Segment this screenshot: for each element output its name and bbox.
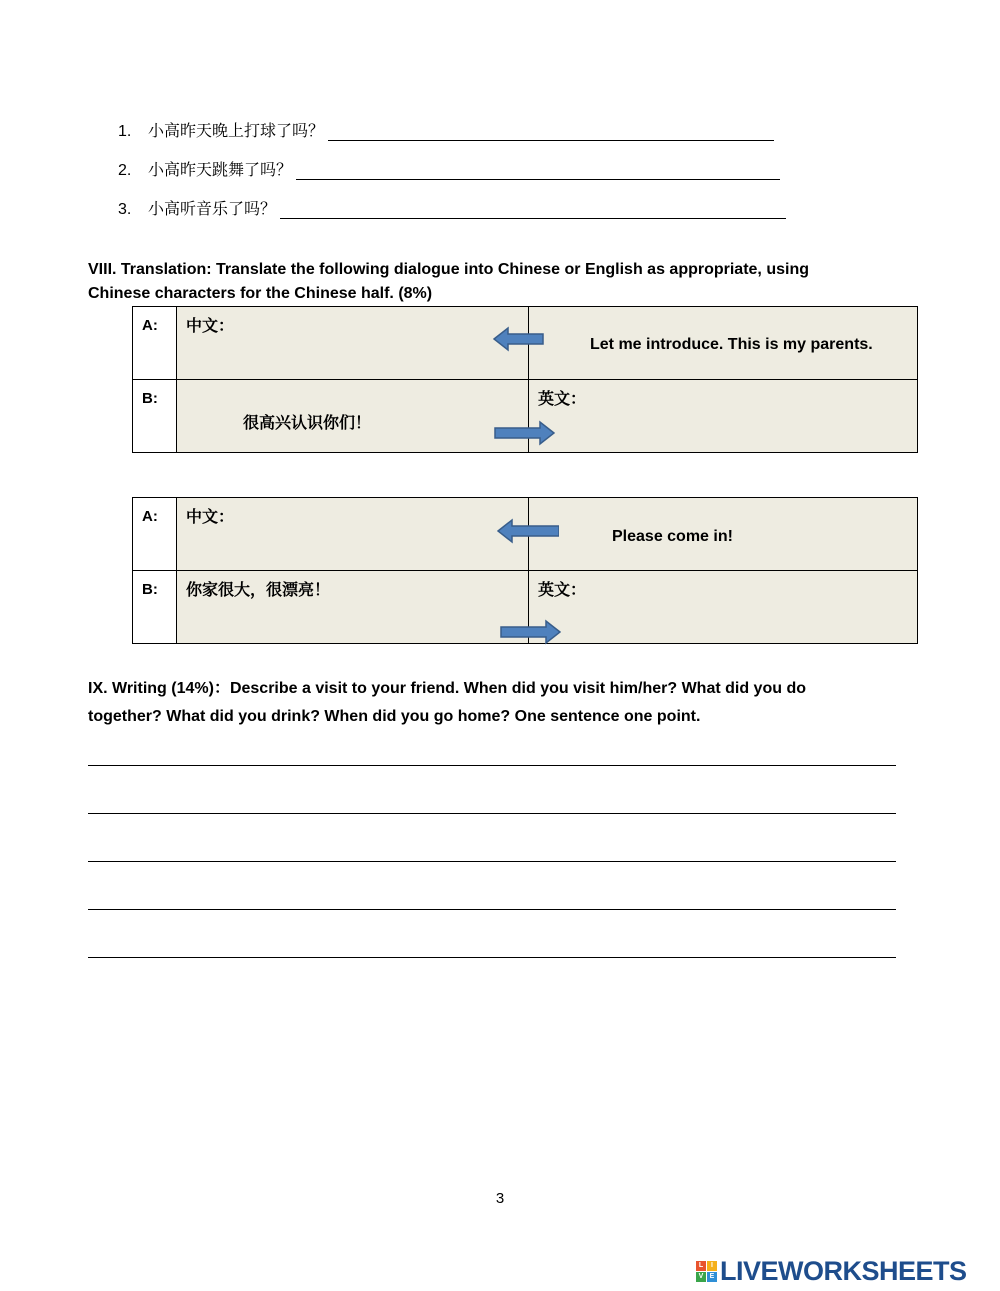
section-8-heading-line2: Chinese characters for the Chinese half. (8%) (88, 285, 433, 302)
question-text: 小高昨天晚上打球了吗？ (148, 123, 325, 140)
english-caption: 英文： (538, 391, 587, 408)
answer-blank[interactable] (328, 124, 774, 141)
question-3 (118, 196, 786, 219)
right-arrow-icon (493, 420, 555, 446)
answer-cell-chinese[interactable] (177, 498, 529, 571)
speaker-label: B: (133, 380, 177, 453)
writing-line[interactable] (88, 957, 896, 958)
prompt-cell-chinese (177, 571, 529, 644)
section-8-heading (88, 258, 809, 306)
prompt-text: 很高兴认识你们！ (243, 415, 372, 432)
chinese-caption: 中文： (186, 509, 235, 526)
prompt-cell-chinese (177, 380, 529, 453)
question-number: 1. (118, 123, 132, 140)
question-number: 3. (118, 201, 132, 218)
answer-blank[interactable] (280, 202, 786, 219)
section-9-heading (88, 675, 806, 731)
section-8-heading-line1: VIII. Translation: Translate the following dialogue into Chinese or English as appropriate, using (88, 261, 809, 278)
speaker-label: B: (133, 571, 177, 644)
chinese-caption: 中文： (186, 318, 235, 335)
answer-cell-english[interactable] (529, 571, 918, 644)
prompt-text: 你家很大，很漂亮！ (186, 582, 331, 599)
question-text: 小高听音乐了吗？ (148, 201, 277, 218)
writing-line[interactable] (88, 909, 896, 910)
writing-line[interactable] (88, 861, 896, 862)
question-2 (118, 157, 780, 180)
prompt-cell-english (529, 498, 918, 571)
section-9-heading-line1: IX. Writing (14%)：Describe a visit to your friend. When did you visit him/her? What did you do (88, 680, 806, 697)
liveworksheets-logo (696, 1256, 967, 1287)
speaker-label: A: (133, 498, 177, 571)
writing-line[interactable] (88, 813, 896, 814)
question-1 (118, 118, 774, 141)
section-9-heading-line2: together? What did you drink? When did you go home? One sentence one point. (88, 708, 701, 725)
answer-blank[interactable] (296, 163, 780, 180)
prompt-text: Please come in! (612, 528, 733, 545)
right-arrow-icon (499, 619, 561, 645)
english-caption: 英文： (538, 582, 587, 599)
left-arrow-icon (493, 326, 555, 352)
answer-cell-chinese[interactable] (177, 307, 529, 380)
left-arrow-icon (497, 518, 559, 544)
speaker-label: A: (133, 307, 177, 380)
question-number: 2. (118, 162, 132, 179)
prompt-cell-english (529, 307, 918, 380)
page-number: 3 (495, 1190, 505, 1207)
logo-blocks-icon: L I V E (696, 1261, 717, 1282)
question-text: 小高昨天跳舞了吗？ (148, 162, 293, 179)
writing-line[interactable] (88, 765, 896, 766)
prompt-text: Let me introduce. This is my parents. (590, 336, 873, 353)
answer-cell-english[interactable] (529, 380, 918, 453)
logo-text: LIVEWORKSHEETS (720, 1256, 967, 1286)
